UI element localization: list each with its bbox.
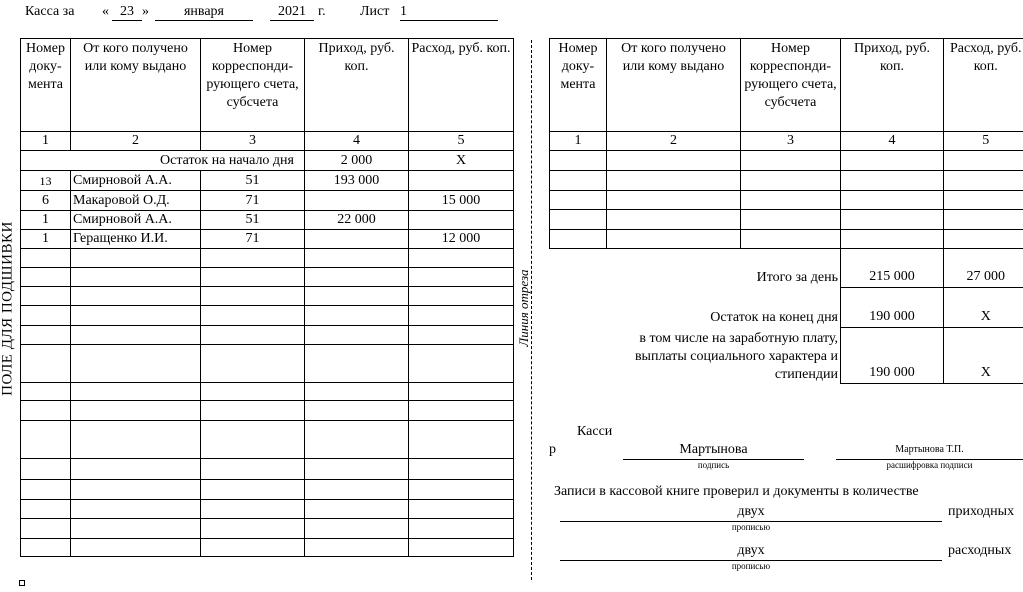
- expense-docs-count: двух: [560, 543, 942, 561]
- salary-label-line: стипендии: [774, 366, 838, 382]
- col-income-header: Приход, руб. коп.: [305, 39, 409, 132]
- income-amount: 22 000: [305, 211, 409, 230]
- empty-row: [21, 519, 514, 539]
- counterparty: Смирновой А.А.: [71, 171, 201, 191]
- total-label: Итого за день: [550, 249, 841, 288]
- col-doc-number-header: Номер доку-мента: [550, 39, 607, 132]
- closing-balance-expense: Х: [944, 288, 1023, 328]
- account-number: 71: [201, 191, 305, 211]
- col-number: 2: [607, 132, 741, 151]
- table-row: [21, 191, 514, 211]
- closing-balance-label: Остаток на конец дня: [550, 288, 841, 328]
- opening-balance-income: 2 000: [305, 151, 409, 171]
- day-quote-open: «: [102, 4, 109, 19]
- empty-row: [21, 480, 514, 500]
- counterparty: Геращенко И.И.: [71, 230, 201, 249]
- salary-income: 190 000: [841, 328, 944, 384]
- col-number: 1: [21, 132, 71, 151]
- col-number: 5: [944, 132, 1023, 151]
- cashbook-title-label: Касса за: [25, 4, 75, 19]
- corner-marker: [19, 580, 25, 586]
- col-expense-header: Расход, руб. коп.: [409, 39, 514, 132]
- day-quote-close: »: [142, 4, 149, 19]
- cashier-label-end: р: [549, 442, 556, 457]
- account-number: 71: [201, 230, 305, 249]
- cashbook-left-table: [20, 38, 514, 557]
- income-amount: [305, 230, 409, 249]
- col-account-header: Номер корреспонди-рующего счета, субсчета: [201, 39, 305, 132]
- table-header-row: [550, 39, 1023, 132]
- doc-number: 6: [21, 191, 71, 211]
- empty-row: [21, 539, 514, 557]
- account-number: 51: [201, 211, 305, 230]
- empty-row: [21, 383, 514, 401]
- opening-balance-label: Остаток на начало дня: [21, 151, 305, 171]
- col-expense-header: Расход, руб. коп.: [944, 39, 1023, 132]
- col-number: 3: [201, 132, 305, 151]
- col-income-header: Приход, руб. коп.: [841, 39, 944, 132]
- expense-amount: 15 000: [409, 191, 514, 211]
- empty-row: [21, 421, 514, 459]
- empty-row: [21, 459, 514, 480]
- cashier-label: Касси: [577, 424, 613, 439]
- sheet-number: 1: [400, 4, 498, 21]
- counterparty: Макаровой О.Д.: [71, 191, 201, 211]
- income-docs-caption: прописью: [731, 522, 771, 532]
- cut-line-label: Линия отреза: [516, 269, 531, 347]
- empty-row: [21, 306, 514, 326]
- col-account-header: Номер корреспонди-рующего счета, субсчета: [741, 39, 841, 132]
- empty-row: [21, 268, 514, 287]
- year-value: 2021: [270, 4, 314, 21]
- doc-number: 13: [21, 171, 71, 191]
- col-number: 4: [841, 132, 944, 151]
- col-number: 2: [71, 132, 201, 151]
- opening-balance-row: [21, 151, 514, 171]
- salary-row: [550, 328, 1023, 384]
- expense-amount: 12 000: [409, 230, 514, 249]
- empty-row: [550, 210, 1023, 230]
- opening-balance-expense: Х: [409, 151, 514, 171]
- income-docs-count: двух: [560, 504, 942, 522]
- signature-caption: подпись: [697, 460, 730, 470]
- table-row: [21, 171, 514, 191]
- empty-row: [21, 287, 514, 306]
- account-number: 51: [201, 171, 305, 191]
- sheet-label: Лист: [360, 4, 390, 19]
- closing-balance-income: 190 000: [841, 288, 944, 328]
- empty-row: [550, 151, 1023, 171]
- empty-row: [21, 345, 514, 383]
- closing-balance-row: [550, 288, 1023, 328]
- expense-amount: [409, 211, 514, 230]
- empty-row: [21, 326, 514, 345]
- total-row: [550, 249, 1023, 288]
- salary-label: [550, 328, 841, 384]
- column-number-row: [550, 132, 1023, 151]
- empty-row: [21, 500, 514, 519]
- income-docs-suffix: приходных: [948, 504, 1015, 519]
- empty-row: [550, 230, 1023, 249]
- empty-row: [550, 191, 1023, 210]
- cashier-signature: Мартынова: [623, 442, 804, 460]
- empty-row: [550, 171, 1023, 191]
- salary-expense: Х: [944, 328, 1023, 384]
- counterparty: Смирновой А.А.: [71, 211, 201, 230]
- total-expense: 27 000: [944, 249, 1023, 288]
- expense-docs-caption: прописью: [731, 561, 771, 571]
- signature-decryption: Мартынова Т.П.: [836, 444, 1023, 460]
- col-counterparty-header: От кого получено или кому выдано: [607, 39, 741, 132]
- salary-label-line: выплаты социального характера и: [634, 348, 838, 364]
- day-value: 23: [112, 4, 142, 21]
- table-row: [21, 211, 514, 230]
- col-counterparty-header: От кого получено или кому выдано: [71, 39, 201, 132]
- expense-docs-suffix: расходных: [948, 543, 1012, 558]
- total-income: 215 000: [841, 249, 944, 288]
- cashbook-right-table: [549, 38, 1023, 384]
- col-number: 3: [741, 132, 841, 151]
- month-value: января: [155, 4, 253, 21]
- table-row: [21, 230, 514, 249]
- col-number: 1: [550, 132, 607, 151]
- doc-number: 1: [21, 230, 71, 249]
- table-header-row: [21, 39, 514, 132]
- income-amount: [305, 191, 409, 211]
- income-amount: 193 000: [305, 171, 409, 191]
- year-suffix: г.: [318, 4, 326, 19]
- salary-label-line: в том числе на заработную плату,: [639, 330, 838, 346]
- col-number: 4: [305, 132, 409, 151]
- verification-text: Записи в кассовой книге проверил и документы в количестве: [554, 484, 919, 499]
- doc-number: 1: [21, 211, 71, 230]
- empty-row: [21, 401, 514, 421]
- col-doc-number-header: Номер доку-мента: [21, 39, 71, 132]
- column-number-row: [21, 132, 514, 151]
- expense-amount: [409, 171, 514, 191]
- empty-row: [21, 249, 514, 268]
- binding-field-label: ПОЛЕ ДЛЯ ПОДШИВКИ: [0, 221, 16, 396]
- decryption-caption: расшифровка подписи: [886, 460, 973, 470]
- col-number: 5: [409, 132, 514, 151]
